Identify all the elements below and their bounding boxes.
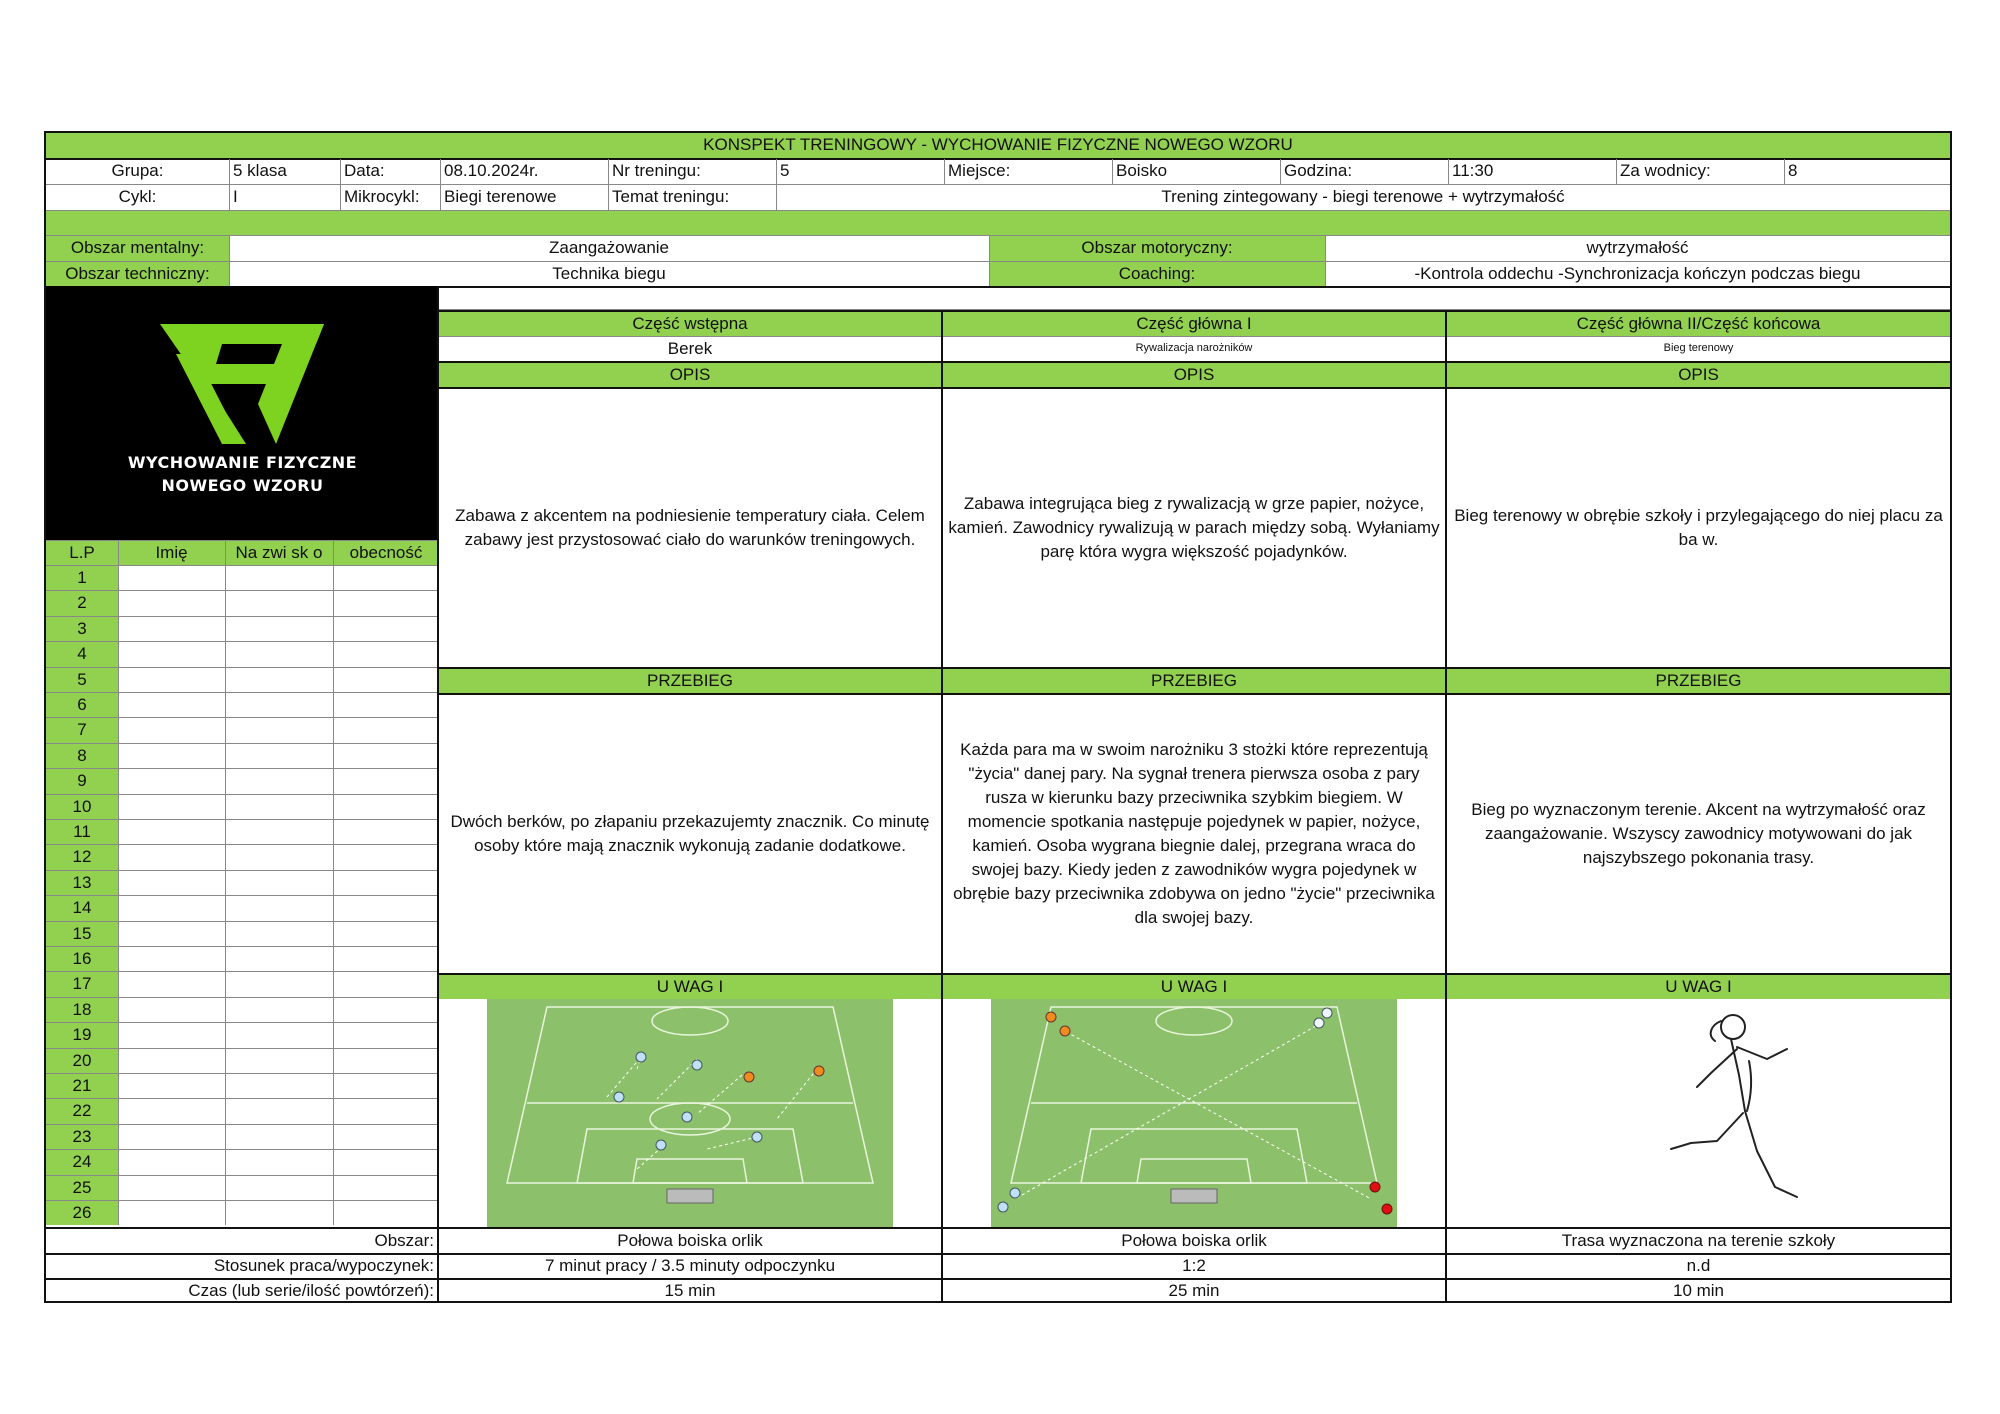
roster-header-imie: Imię [118, 541, 225, 565]
roster-cell-obecnosc[interactable] [333, 922, 439, 946]
roster-cell-imie[interactable] [118, 1150, 225, 1174]
roster-row-number: 5 [46, 668, 118, 692]
roster-cell-obecnosc[interactable] [333, 1176, 439, 1200]
roster-cell-obecnosc[interactable] [333, 668, 439, 692]
roster-cell-nazwisko[interactable] [225, 922, 333, 946]
part3-stosunek: n.d [1686, 1256, 1711, 1276]
part2-opis-header: OPIS [943, 363, 1445, 387]
roster-cell-nazwisko[interactable] [225, 1099, 333, 1123]
part1-opis: Zabawa z akcentem na podniesienie temperatury ciała. Celem zabawy jest przystosować ciało do warunków treningowych. [455, 506, 925, 549]
roster-cell-nazwisko[interactable] [225, 820, 333, 844]
stosunek-label: Stosunek praca/wypoczynek: [213, 1256, 434, 1276]
roster-row-number: 10 [46, 795, 118, 819]
roster-cell-imie[interactable] [118, 795, 225, 819]
part1-czas: 15 min [664, 1281, 716, 1301]
roster-cell-imie[interactable] [118, 922, 225, 946]
roster-cell-nazwisko[interactable] [225, 972, 333, 996]
part2-przebieg: Każda para ma w swoim narożniku 3 stożki które reprezentują "życia" danej pary. Na sygnał trenera pierwsza osoba z pary rusza w kierunku bazy przeciwnika szybkim biegiem. W momencie spotkania następuje pojedynek w papier, nożyce, kamień. Osoba wygrana biegnie dalej, przegrana wraca do swojej bazy. Kiedy jeden z zawodników wygra pojedynek w obrębie bazy przeciwnika zdobywa on jedno "życie" przeciwnika dla swojej bazy. [953, 740, 1435, 927]
runner-illustration [1647, 1001, 1827, 1223]
roster-cell-obecnosc[interactable] [333, 972, 439, 996]
roster-cell-obecnosc[interactable] [333, 642, 439, 666]
part1-przebieg-header: PRZEBIEG [439, 669, 941, 693]
nr-treningu-label: Nr treningu: [612, 161, 701, 181]
roster-cell-imie[interactable] [118, 1176, 225, 1200]
roster-row-number: 4 [46, 642, 118, 666]
cykl-value[interactable]: I [233, 187, 238, 207]
roster-row-number: 3 [46, 617, 118, 641]
brand-logo [46, 286, 439, 540]
roster-cell-nazwisko[interactable] [225, 1023, 333, 1047]
roster-cell-imie[interactable] [118, 947, 225, 971]
roster-cell-obecnosc[interactable] [333, 744, 439, 768]
mikrocykl-value[interactable]: Biegi terenowe [444, 187, 557, 207]
part3-name: Bieg terenowy [1663, 342, 1734, 355]
roster-row-number: 16 [46, 947, 118, 971]
data-label: Data: [344, 161, 385, 181]
roster-row-number: 6 [46, 693, 118, 717]
roster-cell-obecnosc[interactable] [333, 845, 439, 869]
part1-uwagi-header: U WAG I [439, 975, 941, 999]
roster-cell-obecnosc[interactable] [333, 1125, 439, 1149]
roster-row-number: 18 [46, 998, 118, 1022]
part3-obszar: Trasa wyznaczona na terenie szkoły [1561, 1230, 1836, 1250]
roster-row-number: 12 [46, 845, 118, 869]
part2-stosunek: 1:2 [1182, 1256, 1206, 1276]
roster-row-number: 26 [46, 1201, 118, 1225]
spacer-row [46, 211, 1950, 235]
part3-przebieg: Bieg po wyznaczonym terenie. Akcent na wytrzymałość oraz zaangażowanie. Wszyscy zawodnicy motywowani do jak najszybszego pokonania trasy. [1471, 800, 1926, 867]
part1-obszar: Połowa boiska orlik [617, 1230, 763, 1250]
part1-stosunek: 7 minut pracy / 3.5 minuty odpoczynku [544, 1256, 836, 1276]
roster-row-number: 21 [46, 1074, 118, 1098]
temat-label: Temat treningu: [612, 187, 730, 207]
part1-opis-header: OPIS [439, 363, 941, 387]
part2-field-diagram [991, 999, 1397, 1227]
roster-cell-obecnosc[interactable] [333, 820, 439, 844]
roster-row-number: 2 [46, 591, 118, 615]
zawodnicy-value[interactable]: 8 [1788, 161, 1798, 181]
part3-title: Część główna II/Część końcowa [1447, 312, 1950, 336]
roster-row-number: 14 [46, 896, 118, 920]
part3-opis-header: OPIS [1447, 363, 1950, 387]
roster-cell-nazwisko[interactable] [225, 1074, 333, 1098]
data-value[interactable]: 08.10.2024r. [444, 161, 539, 181]
roster-cell-nazwisko[interactable] [225, 1201, 333, 1225]
roster-row-number: 19 [46, 1023, 118, 1047]
roster-cell-nazwisko[interactable] [225, 668, 333, 692]
roster-row-number: 24 [46, 1150, 118, 1174]
mikrocykl-label: Mikrocykl: [344, 187, 420, 207]
roster-cell-obecnosc[interactable] [333, 591, 439, 615]
mental-value[interactable]: Zaangażowanie [548, 238, 670, 258]
roster-cell-obecnosc[interactable] [333, 769, 439, 793]
roster-cell-imie[interactable] [118, 617, 225, 641]
part1-field-icon [487, 999, 893, 1227]
temat-value[interactable]: Trening zintegowany - biegi terenowe + wytrzymałość [1161, 187, 1565, 207]
godzina-label: Godzina: [1284, 161, 1353, 181]
roster-cell-imie[interactable] [118, 1049, 225, 1073]
roster-cell-imie[interactable] [118, 845, 225, 869]
roster-cell-nazwisko[interactable] [225, 795, 333, 819]
roster-cell-nazwisko[interactable] [225, 693, 333, 717]
roster-cell-imie[interactable] [118, 718, 225, 742]
roster-cell-nazwisko[interactable] [225, 642, 333, 666]
roster-cell-nazwisko[interactable] [225, 718, 333, 742]
training-plan-sheet [44, 131, 1952, 1303]
obszar-label: Obszar: [374, 1230, 434, 1250]
part3-opis: Bieg terenowy w obrębie szkoły i przylegającego do niej placu za ba w. [1454, 506, 1943, 549]
runner-icon [1647, 1001, 1827, 1223]
part2-opis: Zabawa integrująca bieg z rywalizacją w grze papier, nożyce, kamień. Zawodnicy rywalizują w parach między sobą. Wyłaniamy parę która wygra większość pojadynków. [948, 494, 1440, 561]
miejsce-label: Miejsce: [948, 161, 1011, 181]
roster-cell-obecnosc[interactable] [333, 1049, 439, 1073]
roster-row-number: 22 [46, 1099, 118, 1123]
roster-cell-obecnosc[interactable] [333, 1099, 439, 1123]
roster-cell-imie[interactable] [118, 591, 225, 615]
roster-row-number: 25 [46, 1176, 118, 1200]
roster-cell-imie[interactable] [118, 1099, 225, 1123]
roster-cell-obecnosc[interactable] [333, 896, 439, 920]
roster-row-number: 13 [46, 871, 118, 895]
tech-value[interactable]: Technika biegu [552, 263, 666, 283]
roster-cell-obecnosc[interactable] [333, 693, 439, 717]
logo-line2: NOWEGO WZORU [161, 476, 324, 495]
roster-row-number: 1 [46, 566, 118, 590]
roster-row-number: 7 [46, 718, 118, 742]
roster-cell-imie[interactable] [118, 972, 225, 996]
part2-field-icon [991, 999, 1397, 1227]
roster-cell-imie[interactable] [118, 1074, 225, 1098]
motor-value[interactable]: wytrzymałość [1586, 238, 1689, 258]
roster-cell-imie[interactable] [118, 871, 225, 895]
roster-header-obecnosc: obecność [333, 541, 439, 565]
roster-cell-nazwisko[interactable] [225, 617, 333, 641]
motor-label: Obszar motoryczny: [989, 236, 1325, 261]
roster-cell-nazwisko[interactable] [225, 566, 333, 590]
roster-cell-imie[interactable] [118, 1125, 225, 1149]
roster-cell-obecnosc[interactable] [333, 566, 439, 590]
roster-cell-obecnosc[interactable] [333, 1201, 439, 1225]
roster-cell-nazwisko[interactable] [225, 769, 333, 793]
part2-czas: 25 min [1168, 1281, 1220, 1301]
roster-row-number: 9 [46, 769, 118, 793]
part3-czas: 10 min [1672, 1281, 1725, 1301]
roster-cell-nazwisko[interactable] [225, 896, 333, 920]
roster-row-number: 11 [46, 820, 118, 844]
roster-row-number: 15 [46, 922, 118, 946]
logo-line1: WYCHOWANIE FIZYCZNE [127, 453, 358, 472]
roster-cell-imie[interactable] [118, 769, 225, 793]
roster-cell-nazwisko[interactable] [225, 998, 333, 1022]
part1-name: Berek [667, 338, 713, 358]
roster-cell-nazwisko[interactable] [225, 744, 333, 768]
roster-cell-imie[interactable] [118, 693, 225, 717]
roster-cell-obecnosc[interactable] [333, 871, 439, 895]
roster-cell-nazwisko[interactable] [225, 845, 333, 869]
roster-cell-nazwisko[interactable] [225, 1150, 333, 1174]
roster-row-number: 20 [46, 1049, 118, 1073]
part2-title: Część główna I [943, 312, 1445, 336]
roster-cell-obecnosc[interactable] [333, 998, 439, 1022]
part1-title: Część wstępna [439, 312, 941, 336]
roster-cell-obecnosc[interactable] [333, 1023, 439, 1047]
roster-cell-nazwisko[interactable] [225, 591, 333, 615]
roster-row-number: 8 [46, 744, 118, 768]
roster-cell-imie[interactable] [118, 668, 225, 692]
roster-header-nazwisko: Na zwi sk o [225, 541, 333, 565]
roster-cell-nazwisko[interactable] [225, 871, 333, 895]
part1-field-diagram [487, 999, 893, 1227]
roster-cell-obecnosc[interactable] [333, 795, 439, 819]
grupa-value[interactable]: 5 klasa [233, 161, 287, 181]
part1-przebieg: Dwóch berków, po złapaniu przekazujemty znacznik. Co minutę osoby które mają znacznik wykonują zadanie dodatkowe. [450, 812, 930, 855]
grupa-label: Grupa: [111, 161, 164, 181]
roster-cell-nazwisko[interactable] [225, 1049, 333, 1073]
logo-mark-icon [46, 304, 439, 464]
roster-cell-obecnosc[interactable] [333, 1150, 439, 1174]
zawodnicy-label: Za wodnicy: [1620, 161, 1711, 181]
tech-label: Obszar techniczny: [46, 262, 229, 286]
roster-cell-imie[interactable] [118, 1023, 225, 1047]
roster-cell-imie[interactable] [118, 1201, 225, 1225]
roster-cell-obecnosc[interactable] [333, 617, 439, 641]
nr-treningu-value[interactable]: 5 [780, 161, 790, 181]
roster-cell-imie[interactable] [118, 998, 225, 1022]
roster-cell-imie[interactable] [118, 566, 225, 590]
miejsce-value[interactable]: Boisko [1116, 161, 1168, 181]
sheet-title: KONSPEKT TRENINGOWY - WYCHOWANIE FIZYCZNE NOWEGO WZORU [46, 133, 1950, 158]
part2-uwagi-header: U WAG I [943, 975, 1445, 999]
roster-cell-obecnosc[interactable] [333, 718, 439, 742]
part3-przebieg-header: PRZEBIEG [1447, 669, 1950, 693]
roster-cell-nazwisko[interactable] [225, 1176, 333, 1200]
godzina-value[interactable]: 11:30 [1452, 161, 1494, 181]
roster-cell-obecnosc[interactable] [333, 1074, 439, 1098]
part3-uwagi-header: U WAG I [1447, 975, 1950, 999]
cykl-label: Cykl: [118, 187, 157, 207]
roster-cell-nazwisko[interactable] [225, 947, 333, 971]
roster-header-lp: L.P [46, 541, 118, 565]
coaching-value[interactable]: -Kontrola oddechu -Synchronizacja kończyn podczas biegu [1414, 263, 1861, 283]
part2-name: Rywalizacja narożników [1135, 342, 1253, 355]
roster-row-number: 17 [46, 972, 118, 996]
roster-cell-imie[interactable] [118, 744, 225, 768]
roster-row-number: 23 [46, 1125, 118, 1149]
mental-label: Obszar mentalny: [46, 236, 229, 261]
roster-cell-imie[interactable] [118, 642, 225, 666]
czas-label: Czas (lub serie/ilość powtórzeń): [188, 1281, 434, 1301]
roster-cell-obecnosc[interactable] [333, 947, 439, 971]
roster-cell-nazwisko[interactable] [225, 1125, 333, 1149]
roster-cell-imie[interactable] [118, 820, 225, 844]
part2-przebieg-header: PRZEBIEG [943, 669, 1445, 693]
coaching-label: Coaching: [989, 262, 1325, 286]
part2-obszar: Połowa boiska orlik [1121, 1230, 1267, 1250]
roster-cell-imie[interactable] [118, 896, 225, 920]
